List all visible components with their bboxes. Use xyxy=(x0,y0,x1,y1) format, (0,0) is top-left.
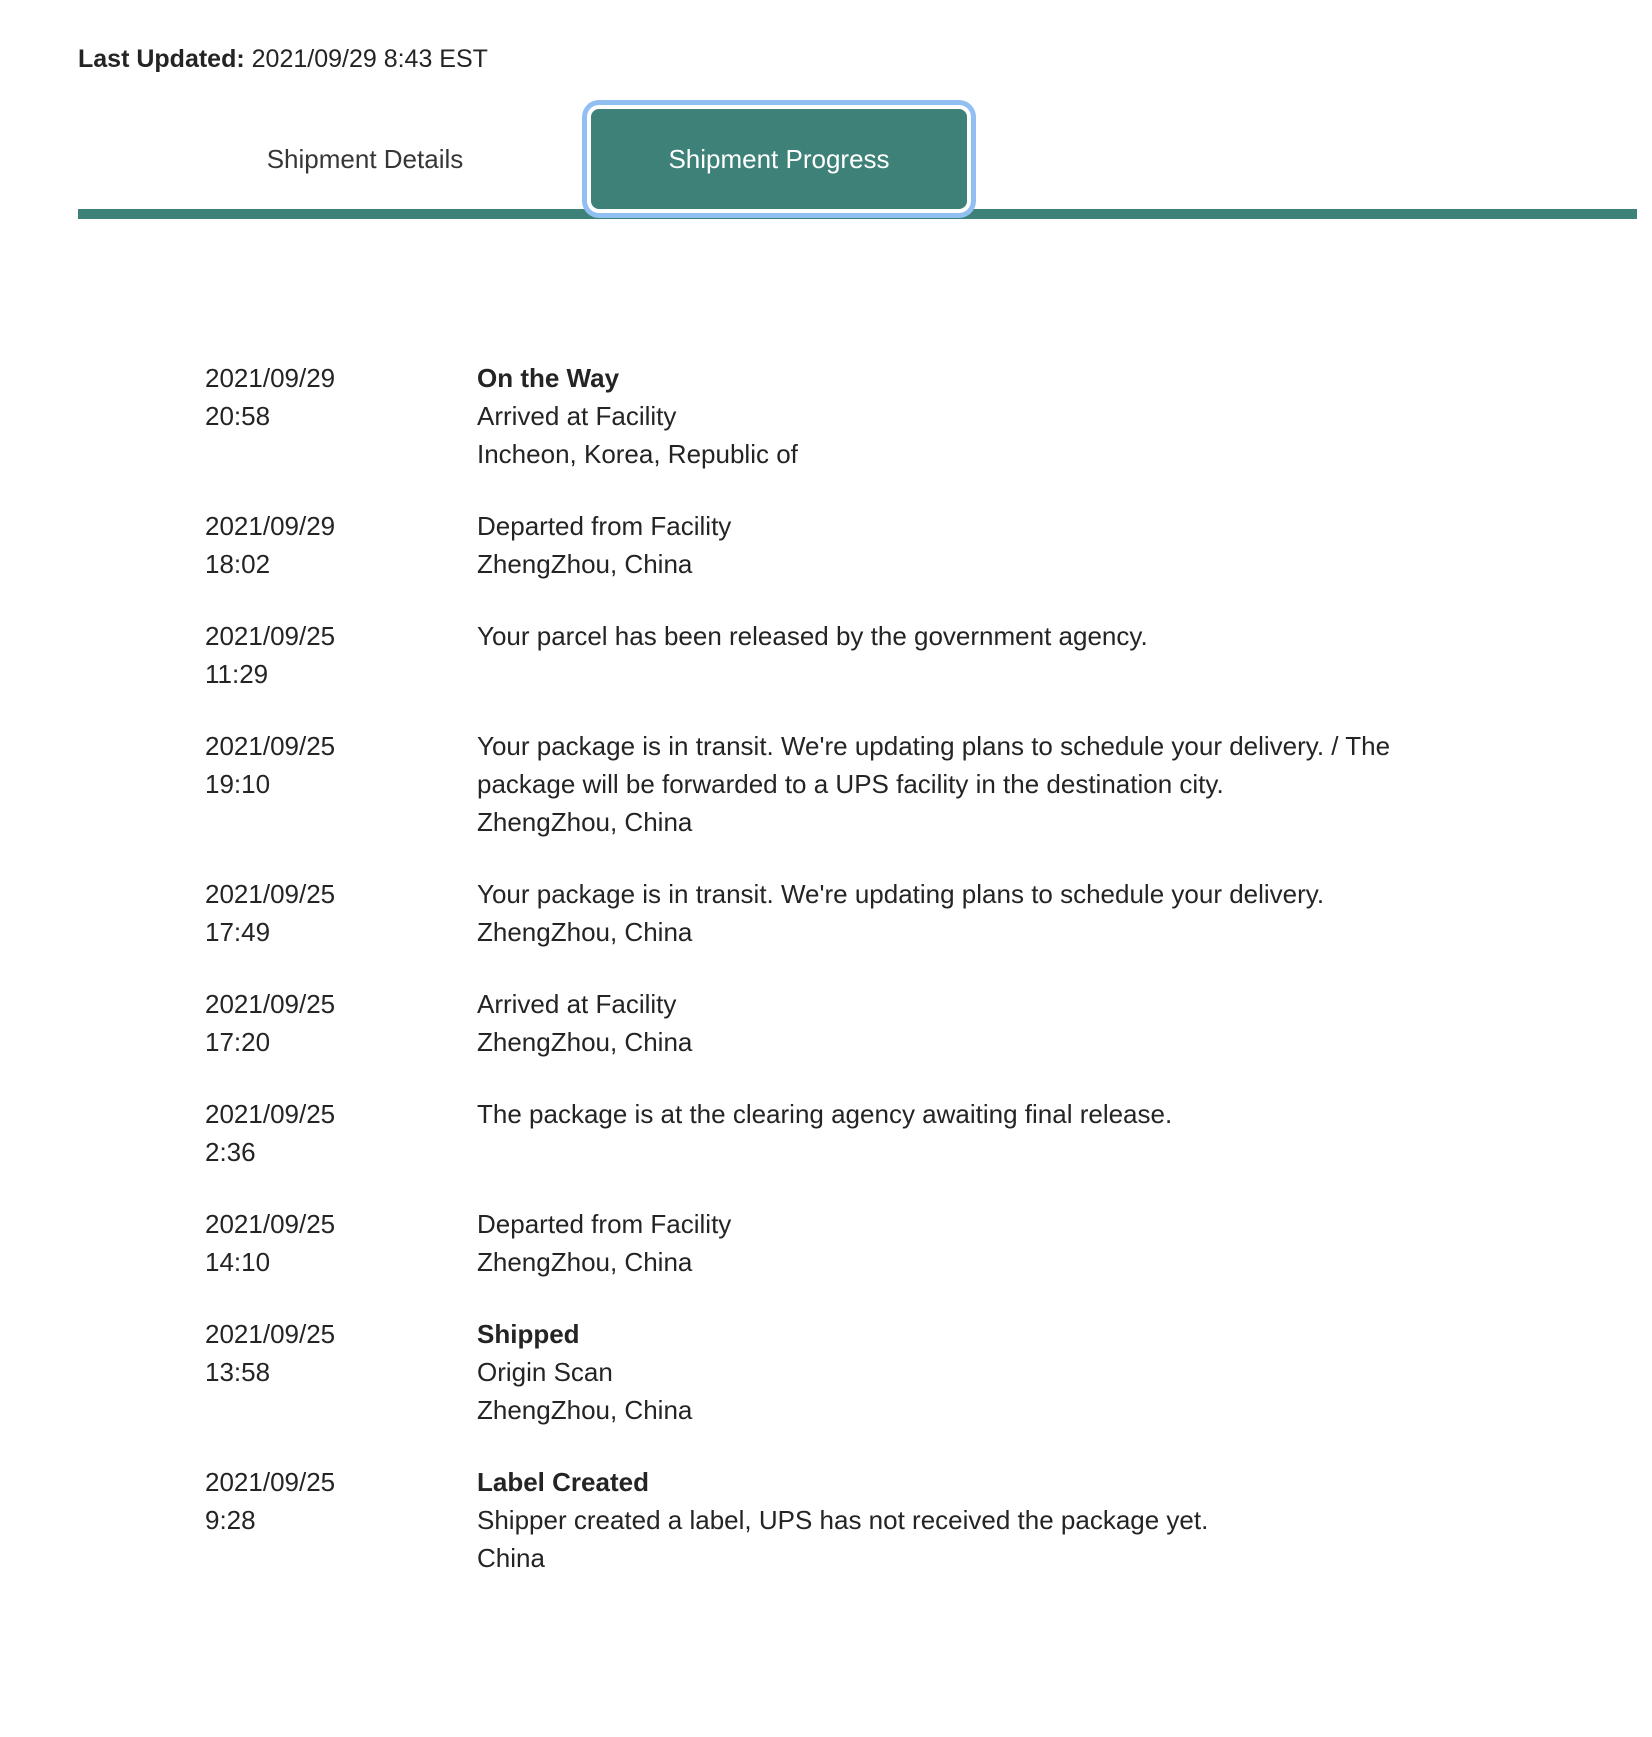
tracking-event-row xyxy=(205,617,1652,693)
event-line: Origin Scan xyxy=(477,1357,613,1387)
event-line: ZhengZhou, China xyxy=(477,1247,693,1277)
event-date: 2021/09/25 xyxy=(205,1099,336,1129)
event-lines xyxy=(477,1353,1487,1429)
event-when xyxy=(205,985,477,1061)
event-when xyxy=(205,727,477,841)
event-when xyxy=(205,875,477,951)
event-line: ZhengZhou, China xyxy=(477,1027,693,1057)
shipment-progress-list xyxy=(0,219,1652,1731)
last-updated-value: 2021/09/29 8:43 EST xyxy=(251,45,488,73)
event-title: Shipped xyxy=(477,1319,580,1349)
event-line: Departed from Facility xyxy=(477,1209,732,1239)
event-date: 2021/09/25 xyxy=(205,989,336,1019)
tab-underline-bar xyxy=(78,209,1637,219)
event-line: Shipper created a label, UPS has not received the package yet. xyxy=(477,1505,1209,1535)
event-time: 18:02 xyxy=(205,549,271,579)
event-line: Departed from Facility xyxy=(477,511,732,541)
event-title: On the Way xyxy=(477,363,620,393)
event-line: Your package is in transit. We're updating plans to schedule your delivery. / The xyxy=(477,731,1391,761)
event-date: 2021/09/25 xyxy=(205,1209,336,1239)
tracking-event-row xyxy=(205,1205,1652,1281)
event-line: Arrived at Facility xyxy=(477,401,677,431)
tracking-event-row xyxy=(205,1315,1652,1429)
event-when xyxy=(205,359,477,473)
event-line: Arrived at Facility xyxy=(477,989,677,1019)
event-line: ZhengZhou, China xyxy=(477,549,693,579)
last-updated-label: Last Updated: xyxy=(78,45,245,73)
event-body xyxy=(477,1463,1487,1577)
event-date: 2021/09/29 xyxy=(205,511,336,541)
tab-shipment-details[interactable]: Shipment Details xyxy=(266,143,464,174)
event-line: China xyxy=(477,1543,545,1573)
event-line: Your package is in transit. We're updating plans to schedule your delivery. xyxy=(477,879,1325,909)
tracking-event-row xyxy=(205,507,1652,583)
tracking-event-row xyxy=(205,985,1652,1061)
event-lines xyxy=(477,1501,1487,1577)
event-body xyxy=(477,1315,1487,1429)
event-body xyxy=(477,1205,1487,1281)
last-updated xyxy=(78,44,1652,74)
event-time: 17:20 xyxy=(205,1027,271,1057)
event-line: Your parcel has been released by the government agency. xyxy=(477,621,1148,651)
page xyxy=(0,44,1652,1731)
event-body xyxy=(477,875,1487,951)
event-time: 9:28 xyxy=(205,1505,256,1535)
event-line: package will be forwarded to a UPS facility in the destination city. xyxy=(477,769,1224,799)
tracking-event-row xyxy=(205,875,1652,951)
event-line: ZhengZhou, China xyxy=(477,807,693,837)
event-date: 2021/09/25 xyxy=(205,731,336,761)
event-date: 2021/09/29 xyxy=(205,363,336,393)
event-when xyxy=(205,617,477,693)
event-when xyxy=(205,1315,477,1429)
event-time: 13:58 xyxy=(205,1357,271,1387)
event-body xyxy=(477,507,1487,583)
tracking-event-row xyxy=(205,1095,1652,1171)
event-date: 2021/09/25 xyxy=(205,1467,336,1497)
tracking-event-row xyxy=(205,727,1652,841)
event-when xyxy=(205,1095,477,1171)
event-line: The package is at the clearing agency awaiting final release. xyxy=(477,1099,1173,1129)
event-body xyxy=(477,617,1487,693)
event-time: 19:10 xyxy=(205,769,271,799)
event-when xyxy=(205,1463,477,1577)
event-lines xyxy=(477,1095,1487,1133)
event-line: ZhengZhou, China xyxy=(477,1395,693,1425)
tab-shipment-progress[interactable]: Shipment Progress xyxy=(591,109,967,209)
event-time: 2:36 xyxy=(205,1137,256,1167)
tabs-area xyxy=(0,102,1652,219)
event-time: 11:29 xyxy=(205,659,269,689)
event-when xyxy=(205,507,477,583)
tracking-event-row xyxy=(205,359,1652,473)
event-lines xyxy=(477,985,1487,1061)
event-date: 2021/09/25 xyxy=(205,1319,336,1349)
event-body xyxy=(477,727,1487,841)
event-when xyxy=(205,1205,477,1281)
event-date: 2021/09/25 xyxy=(205,879,336,909)
event-time: 17:49 xyxy=(205,917,271,947)
event-lines xyxy=(477,875,1487,951)
event-body xyxy=(477,359,1487,473)
event-lines xyxy=(477,507,1487,583)
event-body xyxy=(477,985,1487,1061)
event-date: 2021/09/25 xyxy=(205,621,336,651)
event-body xyxy=(477,1095,1487,1171)
event-lines xyxy=(477,397,1487,473)
event-line: Incheon, Korea, Republic of xyxy=(477,439,798,469)
event-time: 20:58 xyxy=(205,401,271,431)
event-lines xyxy=(477,1205,1487,1281)
event-time: 14:10 xyxy=(205,1247,271,1277)
event-line: ZhengZhou, China xyxy=(477,917,693,947)
tracking-event-row xyxy=(205,1463,1652,1577)
event-title: Label Created xyxy=(477,1467,649,1497)
event-lines xyxy=(477,727,1487,841)
event-lines xyxy=(477,617,1487,655)
